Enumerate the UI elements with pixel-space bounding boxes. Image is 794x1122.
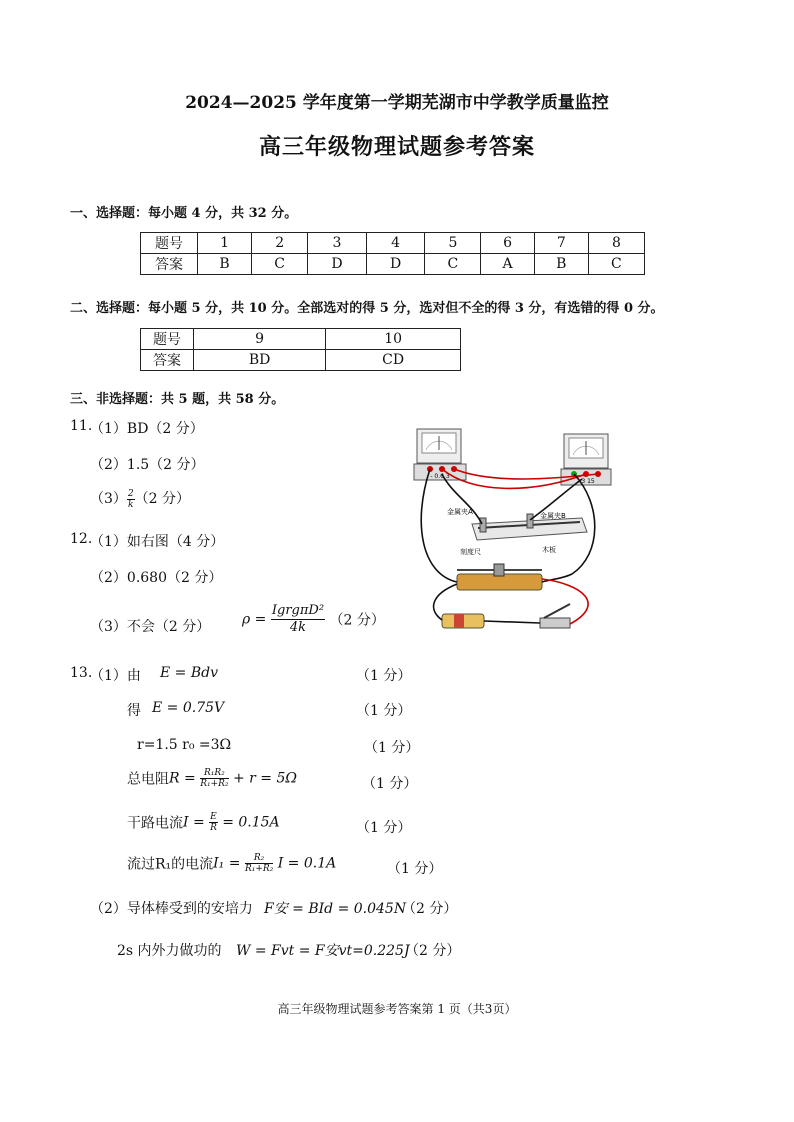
q13-line4 xyxy=(127,768,297,789)
section2-title: 二、选择题：每小题 5 分，共 10 分。全部选对的得 5 分，选对但不全的得 3 分，有选错的得 0 分。 xyxy=(70,301,664,316)
row-label: 答案 xyxy=(141,350,194,371)
exam-title: 2024—2025 学年度第一学期芜湖市中学教学质量监控 xyxy=(185,93,609,113)
score: （1 分） xyxy=(364,740,420,756)
q12-part3: （3）不会（2 分） xyxy=(90,619,211,635)
cell: 1 xyxy=(198,233,252,254)
score: （1 分） xyxy=(356,668,412,684)
cell: C xyxy=(588,254,644,275)
cell: B xyxy=(198,254,252,275)
page-footer: 高三年级物理试题参考答案第 1 页（共3页） xyxy=(277,1002,517,1016)
q13-work-formula: W = Fvt = F安vt=0.225J xyxy=(236,943,410,959)
fraction xyxy=(209,812,218,833)
board-label: 木板 xyxy=(542,546,556,554)
row-label: 答案 xyxy=(141,254,198,275)
total-resistance-label: 总电阻 xyxy=(127,771,169,788)
q11-part3 xyxy=(90,488,190,510)
battery xyxy=(442,614,484,628)
symbol: R = xyxy=(169,770,196,787)
cell: 10 xyxy=(326,329,461,350)
cell: 6 xyxy=(481,233,534,254)
table-row xyxy=(141,254,645,275)
cell: D xyxy=(308,254,367,275)
denominator: 4k xyxy=(289,620,307,635)
score: （1 分） xyxy=(387,861,443,877)
cell: 4 xyxy=(366,233,425,254)
score: （1 分） xyxy=(356,820,412,836)
q12-part2: （2）0.680（2 分） xyxy=(90,570,223,586)
cell: BD xyxy=(194,350,326,371)
q11-number: 11. xyxy=(70,418,93,434)
cell: C xyxy=(425,254,481,275)
answer-table-2 xyxy=(140,328,461,371)
wooden-board xyxy=(472,514,587,540)
ammeter xyxy=(414,429,466,480)
q13-line1-prefix: （1）由 xyxy=(90,668,141,684)
formula-tail: = 0.15A xyxy=(222,814,280,831)
rho-symbol: ρ = xyxy=(242,611,267,628)
score: （2 分） xyxy=(402,901,458,917)
numerator: R₂ xyxy=(245,853,273,864)
fraction xyxy=(200,768,228,789)
cell: CD xyxy=(326,350,461,371)
fraction xyxy=(245,853,273,874)
score: （2 分） xyxy=(329,612,385,629)
cell: C xyxy=(252,254,308,275)
clip-b-label: 金属夹B xyxy=(540,512,566,520)
q11-part1: （1）BD（2 分） xyxy=(90,421,204,437)
score: （2 分） xyxy=(134,491,191,507)
section3-title: 三、非选择题：共 5 题，共 58 分。 xyxy=(70,392,285,407)
cell: A xyxy=(481,254,534,275)
q13-number: 13. xyxy=(70,665,93,681)
denominator: R₁+R₂ xyxy=(244,864,274,874)
q11-part2: （2）1.5（2 分） xyxy=(90,457,205,473)
cell: 8 xyxy=(588,233,644,254)
row-label: 题号 xyxy=(141,233,198,254)
q13-line2-prefix: 得 xyxy=(127,703,141,719)
q13-line6 xyxy=(127,853,336,874)
circuit-diagram xyxy=(412,424,612,636)
formula-tail: I = 0.1A xyxy=(277,855,337,872)
symbol: I = xyxy=(183,814,205,831)
switch xyxy=(540,604,570,628)
fraction xyxy=(127,489,135,510)
score: （1 分） xyxy=(362,776,418,792)
q12-formula xyxy=(242,603,385,636)
q13-line2-formula: E = 0.75V xyxy=(152,700,225,716)
answer-table-1 xyxy=(140,232,645,275)
denominator: R₁+R₂ xyxy=(200,779,229,789)
q13-line5 xyxy=(127,812,280,833)
current-label: 干路电流 xyxy=(127,815,183,832)
cell: 5 xyxy=(425,233,481,254)
score: （1 分） xyxy=(356,703,412,719)
answer-key-title: 高三年级物理试题参考答案 xyxy=(258,134,535,160)
q12-part1: （1）如右图（4 分） xyxy=(90,534,225,550)
cell: B xyxy=(534,254,588,275)
q13-line1-formula: E = Bdv xyxy=(160,665,219,681)
rheostat xyxy=(457,564,542,590)
q13-part2-formula: F安 = BId = 0.045N xyxy=(264,901,407,917)
cell: 7 xyxy=(534,233,588,254)
section1-title: 一、选择题：每小题 4 分，共 32 分。 xyxy=(70,206,298,221)
q13-work-prefix: 2s 内外力做功的 xyxy=(117,943,222,959)
cell: D xyxy=(366,254,425,275)
cell: 3 xyxy=(308,233,367,254)
denominator: k xyxy=(128,499,134,510)
q11-part3-prefix: （3） xyxy=(90,491,127,507)
numerator: IgrgπD² xyxy=(271,603,325,618)
table-row xyxy=(141,329,461,350)
numerator: E xyxy=(210,812,217,822)
q13-part2-prefix: （2）导体棒受到的安培力 xyxy=(90,901,253,917)
denominator: R xyxy=(210,823,217,833)
ruler-label: 刻度尺 xyxy=(460,548,481,556)
clip-a-label: 金属夹A xyxy=(447,508,473,516)
branch-current-label: 流过R₁的电流 xyxy=(127,856,214,873)
cell: 2 xyxy=(252,233,308,254)
cell: 9 xyxy=(194,329,326,350)
score: （2 分） xyxy=(405,943,461,959)
row-label: 题号 xyxy=(141,329,194,350)
q12-number: 12. xyxy=(70,531,93,547)
table-row xyxy=(141,350,461,371)
meter1-marks: - 0.6 3 xyxy=(430,473,450,480)
numerator: 2 xyxy=(127,488,134,499)
table-row xyxy=(141,233,645,254)
q13-line3: r=1.5 r₀ =3Ω xyxy=(137,737,232,753)
symbol: I₁ = xyxy=(213,855,241,872)
wires xyxy=(421,469,598,624)
numerator: R₁R₂ xyxy=(200,768,228,779)
meter2-marks: - 3 15 xyxy=(577,478,595,485)
formula-tail: + r = 5Ω xyxy=(232,770,297,787)
fraction xyxy=(271,603,325,636)
